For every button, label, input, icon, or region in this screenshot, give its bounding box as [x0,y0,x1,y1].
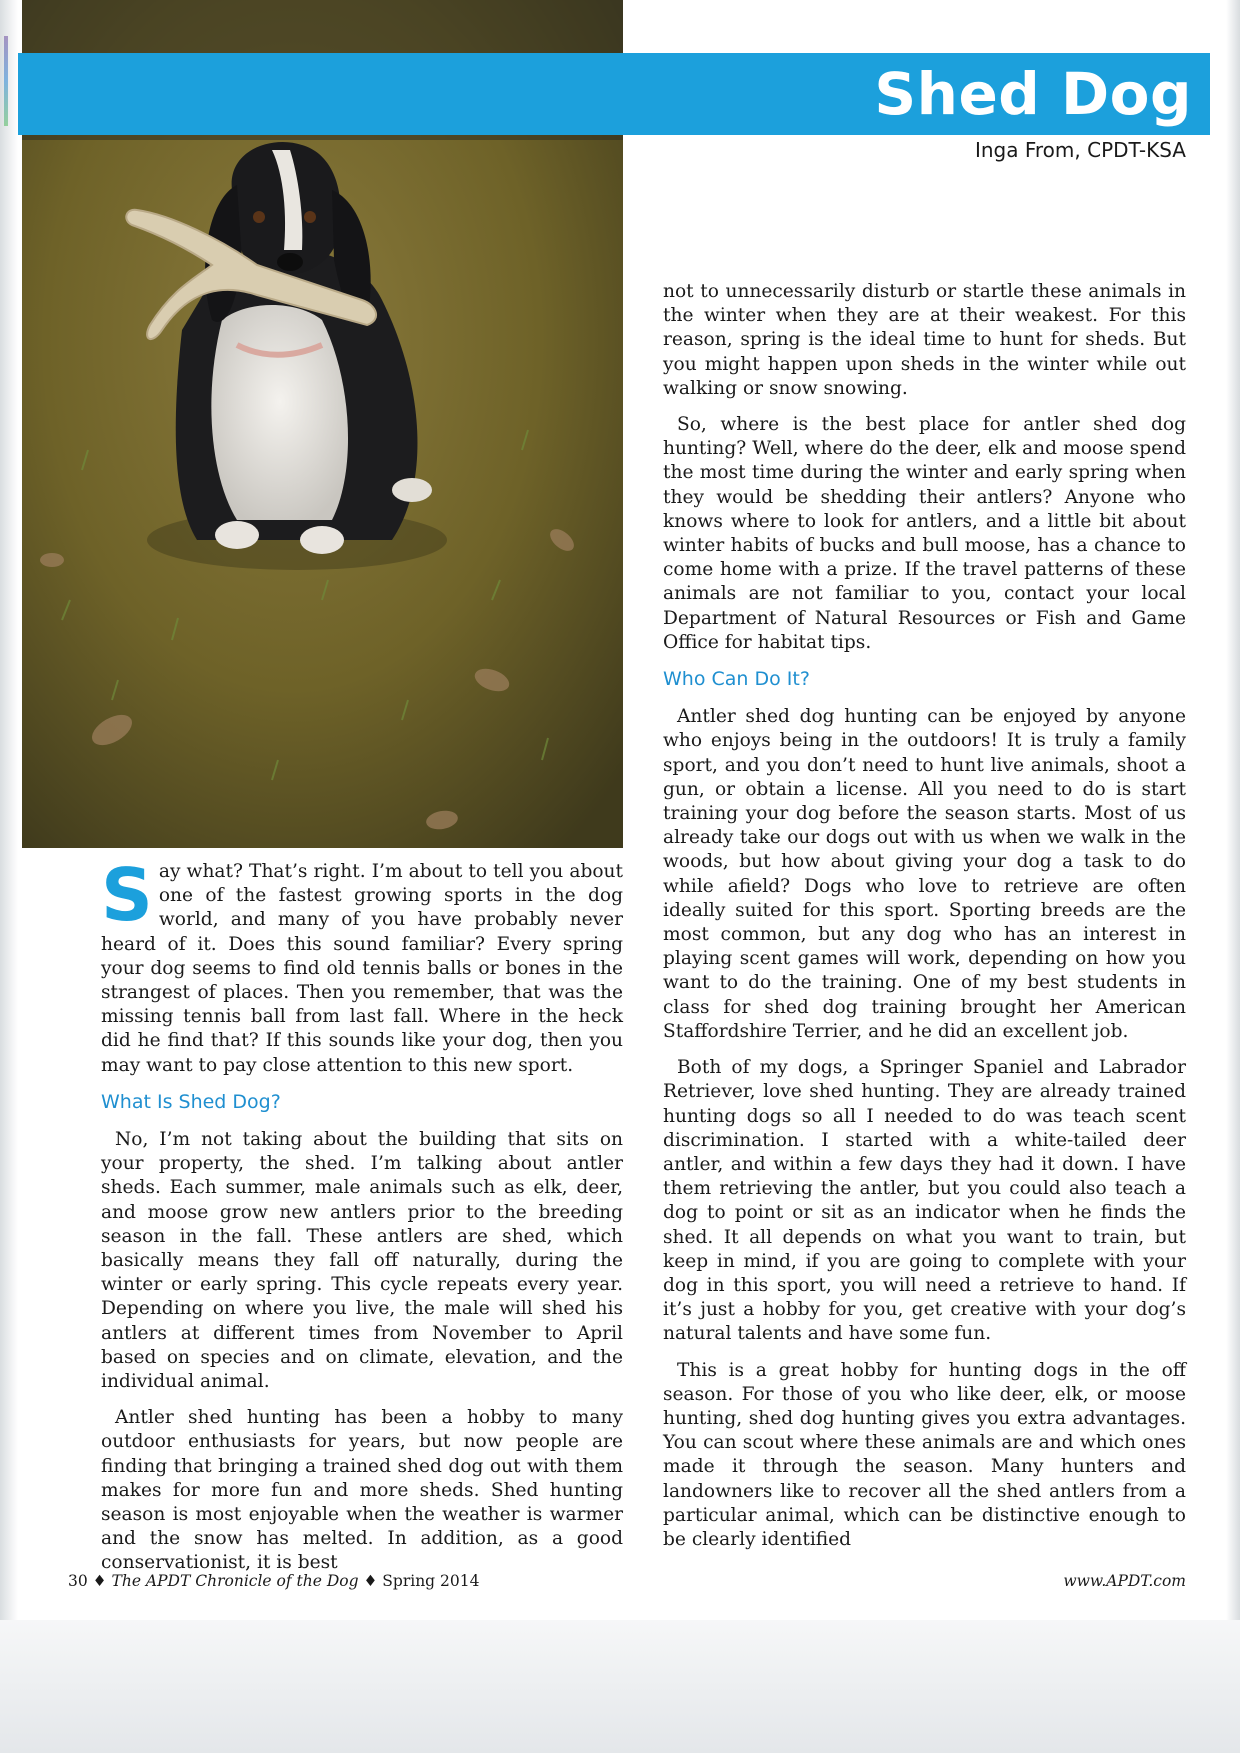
section-heading-who-can-do-it: Who Can Do It? [663,668,810,691]
separator-icon: ♦ [92,1572,107,1590]
issue-date: Spring 2014 [382,1572,480,1590]
section-heading-what-is-shed-dog: What Is Shed Dog? [101,1090,281,1113]
page-edge-right [1226,0,1240,1753]
body-paragraph: So, where is the best place for antler shed dog hunting? Well, where do the deer, elk and moose spend the most time during the winter and early spring when they would be shedding their antlers? Anyone who knows where to look for antlers, and a little bit about winter habits of bucks and bull moose, has a chance to come home with a prize. If the travel patterns of these animals are not familiar to you, contact your local Department of Natural Resources or Fish and Game Office for habitat tips. [663,414,1186,653]
scan-margin-bottom [0,1620,1240,1753]
article-title: Shed Dog [874,60,1192,128]
body-paragraph: Both of my dogs, a Springer Spaniel and Labrador Retriever, love shed hunting. They are already trained hunting dogs so all I needed to do was teach scent discrimination. I started with a white-tailed deer antler, and within a few days they had it down. I have them retrieving the antler, but you could also teach a dog to point or sit as an indicator when he finds the shed. It all depends on what you want to train, but keep in mind, if you are going to complete with your dog in this sport, you will need a retrieve to hand. If it’s just a hobby for you, get creative with your dog’s natural talents and have some fun. [663,1057,1186,1345]
intro-text: ay what? That’s right. I’m about to tell you about one of the fastest growing sports in the dog world, and many of you have probably never heard of it. Does this sound familiar? Every spring your dog seems to find old tennis balls or bones in the strangest of places. Then you remember, that was the missing tennis ball from last fall. Where in the heck did he find that? If this sounds like your dog, then you may want to pay close attention to this new sport. [101,861,623,1076]
body-paragraph: not to unnecessarily disturb or startle these animals in the winter when they are at their weakest. For this reason, spring is the ideal time to hunt for sheds. But you might happen upon sheds in the winter while out walking or snow snowing. [663,281,1186,399]
intro-paragraph [101,853,623,1078]
body-paragraph: Antler shed dog hunting can be enjoyed by anyone who enjoys being in the outdoors! It is truly a family sport, and you don’t need to hunt live animals, shoot a gun, or obtain a license. All you need to do is start training your dog before the season starts. Most of us already take our dogs out with us when we walk in the woods, but how about giving your dog a task to do while afield? Dogs who love to retrieve are often ideally suited for this sport. Sporting breeds are the most common, but any dog who has an interest in playing scent games will work, depending on how you want to do the training. One of my best students in class for shed dog training brought her American Staffordshire Terrier, and he did an excellent job. [663,706,1186,1042]
body-paragraph: This is a great hobby for hunting dogs in the off season. For those of you who like deer, elk, or moose hunting, shed dog hunting gives you extra advantages. You can scout where these animals are and which ones made it through the season. Many hunters and landowners like to recover all the shed antlers from a particular animal, which can be distinctive enough to be clearly identified [663,1359,1186,1550]
right-column [663,280,1186,1564]
publication-name: The APDT Chronicle of the Dog [111,1572,359,1590]
author-byline: Inga From, CPDT-KSA [974,138,1186,162]
page-number: 30 [68,1572,88,1590]
left-column [101,853,623,1588]
body-paragraph: No, I’m not taking about the building that sits on your property, the shed. I’m talking about antler sheds. Each summer, male animals such as elk, deer, and moose grow new antlers prior to the breeding season in the fall. These antlers are shed, which basically means they fall off naturally, during the winter or early spring. This cycle repeats every year. Depending on where you live, the male will shed his antlers at different times from November to April based on species and on climate, elevation, and the individual animal. [101,1129,623,1393]
drop-cap: S [101,853,153,937]
separator-icon: ♦ [363,1572,378,1590]
footer-url: www.APDT.com [1063,1572,1186,1590]
page-edge-left [0,0,18,1753]
footer-folio [68,1572,479,1590]
body-paragraph: Antler shed hunting has been a hobby to many outdoor enthusiasts for years, but now people are finding that bringing a trained shed dog out with them makes for more fun and more sheds. Shed hunting season is most enjoyable when the weather is warmer and the snow has melted. In addition, as a good conservationist, it is best [101,1407,623,1574]
